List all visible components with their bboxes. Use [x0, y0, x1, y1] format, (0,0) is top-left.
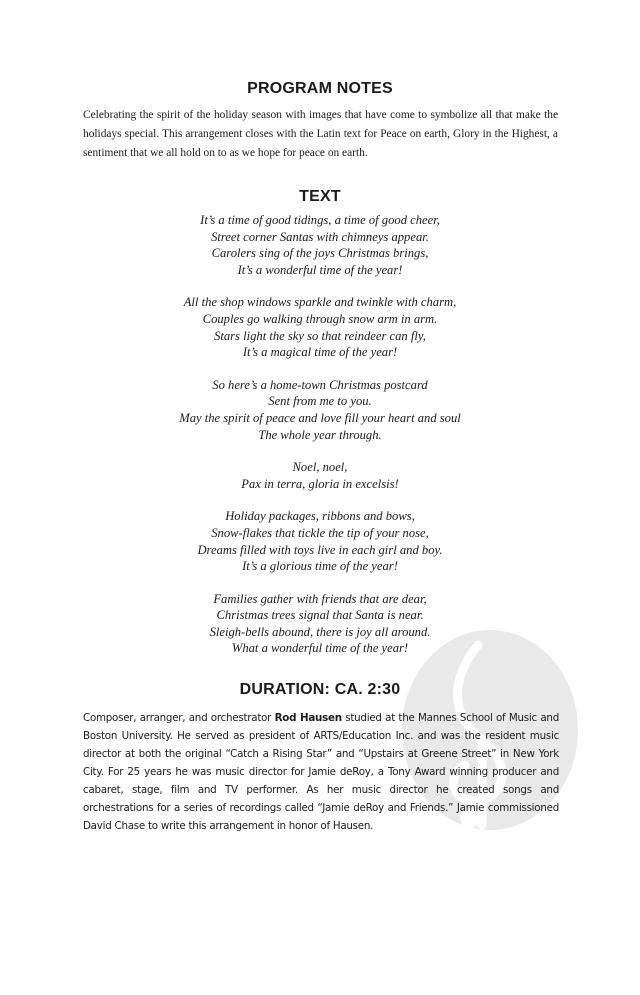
lyric-line: May the spirit of peace and love fill your heart and soul	[179, 410, 461, 425]
lyric-line: It’s a time of good tidings, a time of good cheer,	[200, 213, 440, 227]
program-notes-body: Celebrating the spirit of the holiday season with images that have come to symbolize all that make the holidays special. This arrangement closes with the Latin text for Peace on earth, Glory in the Highest, a sentiment that we all hold on to as we hope for peace on earth.	[83, 109, 558, 159]
bio-intro: Composer, arranger, and orchestrator	[83, 712, 275, 724]
lyric-line: It’s a wonderful time of the year!	[237, 262, 403, 277]
bio-body: studied at the Mannes School of Music and Boston University. He served as president of ARTS/Education Inc. and was the resident music director at both the original “Catch a Rising Star” and “Upstairs at Greene Street” in New York City. For 25 years he was music director for Jamie deRoy, a Tony Award winning producer and cabaret, stage, film and TV performer. As her music director he created songs and orchestrations for a series of recordings called “Jamie deRoy and Friends.” Jamie commissioned David Chase to write this arrangement in honor of Hausen.	[83, 712, 559, 832]
lyric-line: What a wonderful time of the year!	[231, 641, 409, 656]
lyric-line: Stars light the sky so that reindeer can fly,	[214, 328, 426, 343]
composer-name: Rod Hausen	[274, 712, 342, 724]
lyrics-stanza	[0, 377, 640, 443]
composer-bio	[83, 709, 559, 835]
duration-heading: DURATION: CA. 2:30	[239, 681, 401, 698]
lyric-line: All the shop windows sparkle and twinkle with charm,	[183, 295, 457, 310]
lyrics-stanza	[0, 591, 640, 657]
lyric-line: Street corner Santas with chimneys appear.	[211, 229, 429, 244]
lyric-line: Holiday packages, ribbons and bows,	[225, 509, 415, 524]
lyric-line: It’s a glorious time of the year!	[242, 559, 398, 574]
lyric-line: It’s a magical time of the year!	[242, 345, 398, 360]
lyrics-stanza	[0, 459, 640, 492]
lyric-line: So here’s a home-town Christmas postcard	[212, 377, 428, 392]
lyric-line: Snow-flakes that tickle the tip of your nose,	[211, 525, 429, 540]
lyric-line: Noel, noel,	[292, 460, 348, 475]
lyric-line: Sleigh-bells abound, there is joy all around.	[209, 624, 431, 639]
lyric-line: Families gather with friends that are dear,	[213, 591, 427, 606]
lyrics-stanza	[0, 212, 640, 278]
text-heading: TEXT	[299, 188, 341, 205]
lyric-line: Carolers sing of the joys Christmas brings,	[211, 246, 429, 261]
lyric-line: Pax in terra, gloria in excelsis!	[241, 476, 399, 491]
lyrics	[0, 212, 640, 673]
lyric-line: Christmas trees signal that Santa is near.	[216, 608, 424, 623]
lyric-line: Dreams filled with toys live in each girl and boy.	[197, 542, 443, 557]
lyrics-stanza	[0, 508, 640, 574]
lyrics-stanza	[0, 294, 640, 360]
program-notes-heading: PROGRAM NOTES	[247, 80, 393, 97]
lyric-line: Couples go walking through snow arm in arm.	[202, 311, 438, 326]
lyric-line: Sent from me to you.	[268, 394, 372, 409]
lyric-line: The whole year through.	[258, 427, 382, 442]
